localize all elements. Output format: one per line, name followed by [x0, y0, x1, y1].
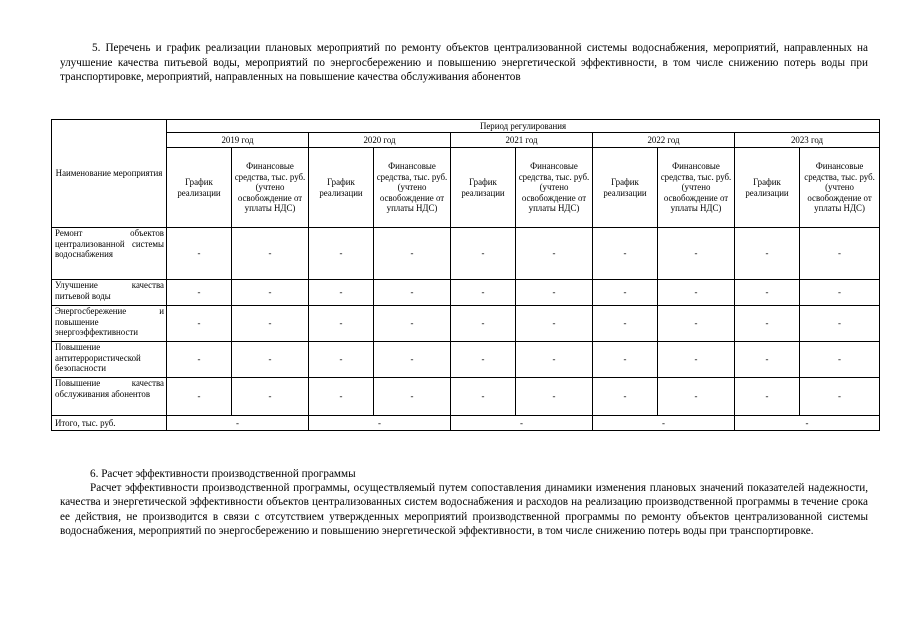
finance-value-cell: -: [374, 378, 451, 416]
year-header: 2020 год: [309, 133, 451, 148]
finance-value-cell: -: [516, 342, 593, 378]
schedule-value-cell: -: [451, 228, 516, 280]
schedule-value-cell: -: [735, 342, 800, 378]
schedule-value-cell: -: [309, 228, 374, 280]
schedule-value-cell: -: [309, 378, 374, 416]
schedule-value-cell: -: [309, 306, 374, 342]
finance-value-cell: -: [232, 378, 309, 416]
table-header-row-period: [52, 120, 880, 133]
activity-name-cell: Улучшение качества питьевой воды: [52, 280, 167, 306]
schedule-value-cell: -: [735, 228, 800, 280]
section-5-title: 5. Перечень и график реализации плановых мероприятий по ремонту объектов централизованной системы водоснабжения, мероприятий, направленных на улучшение качества питьевой воды, мероприятий по энергосбережению и повышению энергетической эффективности, в том числе снижению потерь воды при транспортировке, мероприятий, направленных на повышение качества обслуживания абонентов: [60, 42, 868, 84]
finance-value-cell: -: [800, 280, 880, 306]
finance-value-cell: -: [516, 228, 593, 280]
finance-value-cell: -: [800, 378, 880, 416]
year-header: 2021 год: [451, 133, 593, 148]
schedule-value-cell: -: [593, 280, 658, 306]
finance-value-cell: -: [374, 280, 451, 306]
schedule-value-cell: -: [593, 378, 658, 416]
schedule-value-cell: -: [167, 342, 232, 378]
schedule-value-cell: -: [451, 378, 516, 416]
finance-value-cell: -: [232, 306, 309, 342]
finance-value-cell: -: [374, 342, 451, 378]
table-row: [52, 378, 880, 416]
finance-header: Финансовые средства, тыс. руб. (учтено освобождение от уплаты НДС): [374, 148, 451, 228]
table-header-row-years: [52, 133, 880, 148]
schedule-value-cell: -: [593, 306, 658, 342]
finance-value-cell: -: [658, 280, 735, 306]
schedule-header: График реализации: [593, 148, 658, 228]
finance-value-cell: -: [658, 306, 735, 342]
finance-value-cell: -: [800, 342, 880, 378]
finance-value-cell: -: [232, 280, 309, 306]
schedule-value-cell: -: [735, 306, 800, 342]
schedule-value-cell: -: [451, 306, 516, 342]
total-value-cell: -: [593, 416, 735, 431]
finance-value-cell: -: [800, 228, 880, 280]
year-header: 2023 год: [735, 133, 880, 148]
schedule-header: График реализации: [735, 148, 800, 228]
activity-name-cell: Ремонт объектов централизованной системы водоснабжения: [52, 228, 167, 280]
finance-value-cell: -: [374, 306, 451, 342]
finance-value-cell: -: [516, 280, 593, 306]
table-row: [52, 342, 880, 378]
finance-value-cell: -: [232, 342, 309, 378]
finance-value-cell: -: [658, 342, 735, 378]
activity-name-cell: Энергосбережение и повышение энергоэффективности: [52, 306, 167, 342]
schedule-value-cell: -: [167, 280, 232, 306]
schedule-value-cell: -: [735, 378, 800, 416]
schedule-value-cell: -: [451, 280, 516, 306]
activity-name-cell: Повышение качества обслуживания абонентов: [52, 378, 167, 416]
finance-header: Финансовые средства, тыс. руб. (учтено освобождение от уплаты НДС): [516, 148, 593, 228]
total-value-cell: -: [735, 416, 880, 431]
period-header: Период регулирования: [167, 120, 880, 133]
schedule-header: График реализации: [309, 148, 374, 228]
section-6-body: Расчет эффективности производственной программы, осуществляемый путем сопоставления динамики изменения плановых значений показателей надежности, качества и энергетической эффективности объектов централизованных систем водоснабжения и расходов на реализацию производственной программы в течение срока ее действия, не производится в связи с отсутствием утвержденных мероприятий производственной программы по ремонту объектов централизованной системы водоснабжения, мероприятий по энергосбережению и повышению энергетической эффективности, в том числе снижению потерь воды при транспортировке.: [60, 482, 868, 538]
schedule-value-cell: -: [309, 280, 374, 306]
total-value-cell: -: [309, 416, 451, 431]
finance-value-cell: -: [800, 306, 880, 342]
schedule-value-cell: -: [167, 228, 232, 280]
schedule-value-cell: -: [735, 280, 800, 306]
schedule-value-cell: -: [593, 342, 658, 378]
table-header-row-sub: [52, 148, 880, 228]
finance-value-cell: -: [658, 228, 735, 280]
finance-value-cell: -: [516, 378, 593, 416]
schedule-value-cell: -: [309, 342, 374, 378]
total-value-cell: -: [451, 416, 593, 431]
year-header: 2019 год: [167, 133, 309, 148]
finance-header: Финансовые средства, тыс. руб. (учтено освобождение от уплаты НДС): [800, 148, 880, 228]
table-row: [52, 228, 880, 280]
section-6-title: 6. Расчет эффективности производственной программы: [90, 468, 356, 480]
activity-name-cell: Повышение антитеррористической безопасности: [52, 342, 167, 378]
schedule-value-cell: -: [167, 306, 232, 342]
table-row: [52, 280, 880, 306]
finance-value-cell: -: [232, 228, 309, 280]
schedule-header: График реализации: [451, 148, 516, 228]
year-header: 2022 год: [593, 133, 735, 148]
finance-value-cell: -: [658, 378, 735, 416]
finance-header: Финансовые средства, тыс. руб. (учтено освобождение от уплаты НДС): [658, 148, 735, 228]
activity-name-header: Наименование мероприятия: [52, 120, 167, 228]
plan-schedule-table: [51, 119, 880, 431]
total-label: Итого, тыс. руб.: [52, 416, 167, 431]
table-row: [52, 306, 880, 342]
schedule-value-cell: -: [593, 228, 658, 280]
finance-value-cell: -: [374, 228, 451, 280]
table-total-row: [52, 416, 880, 431]
finance-header: Финансовые средства, тыс. руб. (учтено освобождение от уплаты НДС): [232, 148, 309, 228]
schedule-value-cell: -: [451, 342, 516, 378]
schedule-value-cell: -: [167, 378, 232, 416]
total-value-cell: -: [167, 416, 309, 431]
finance-value-cell: -: [516, 306, 593, 342]
schedule-header: График реализации: [167, 148, 232, 228]
